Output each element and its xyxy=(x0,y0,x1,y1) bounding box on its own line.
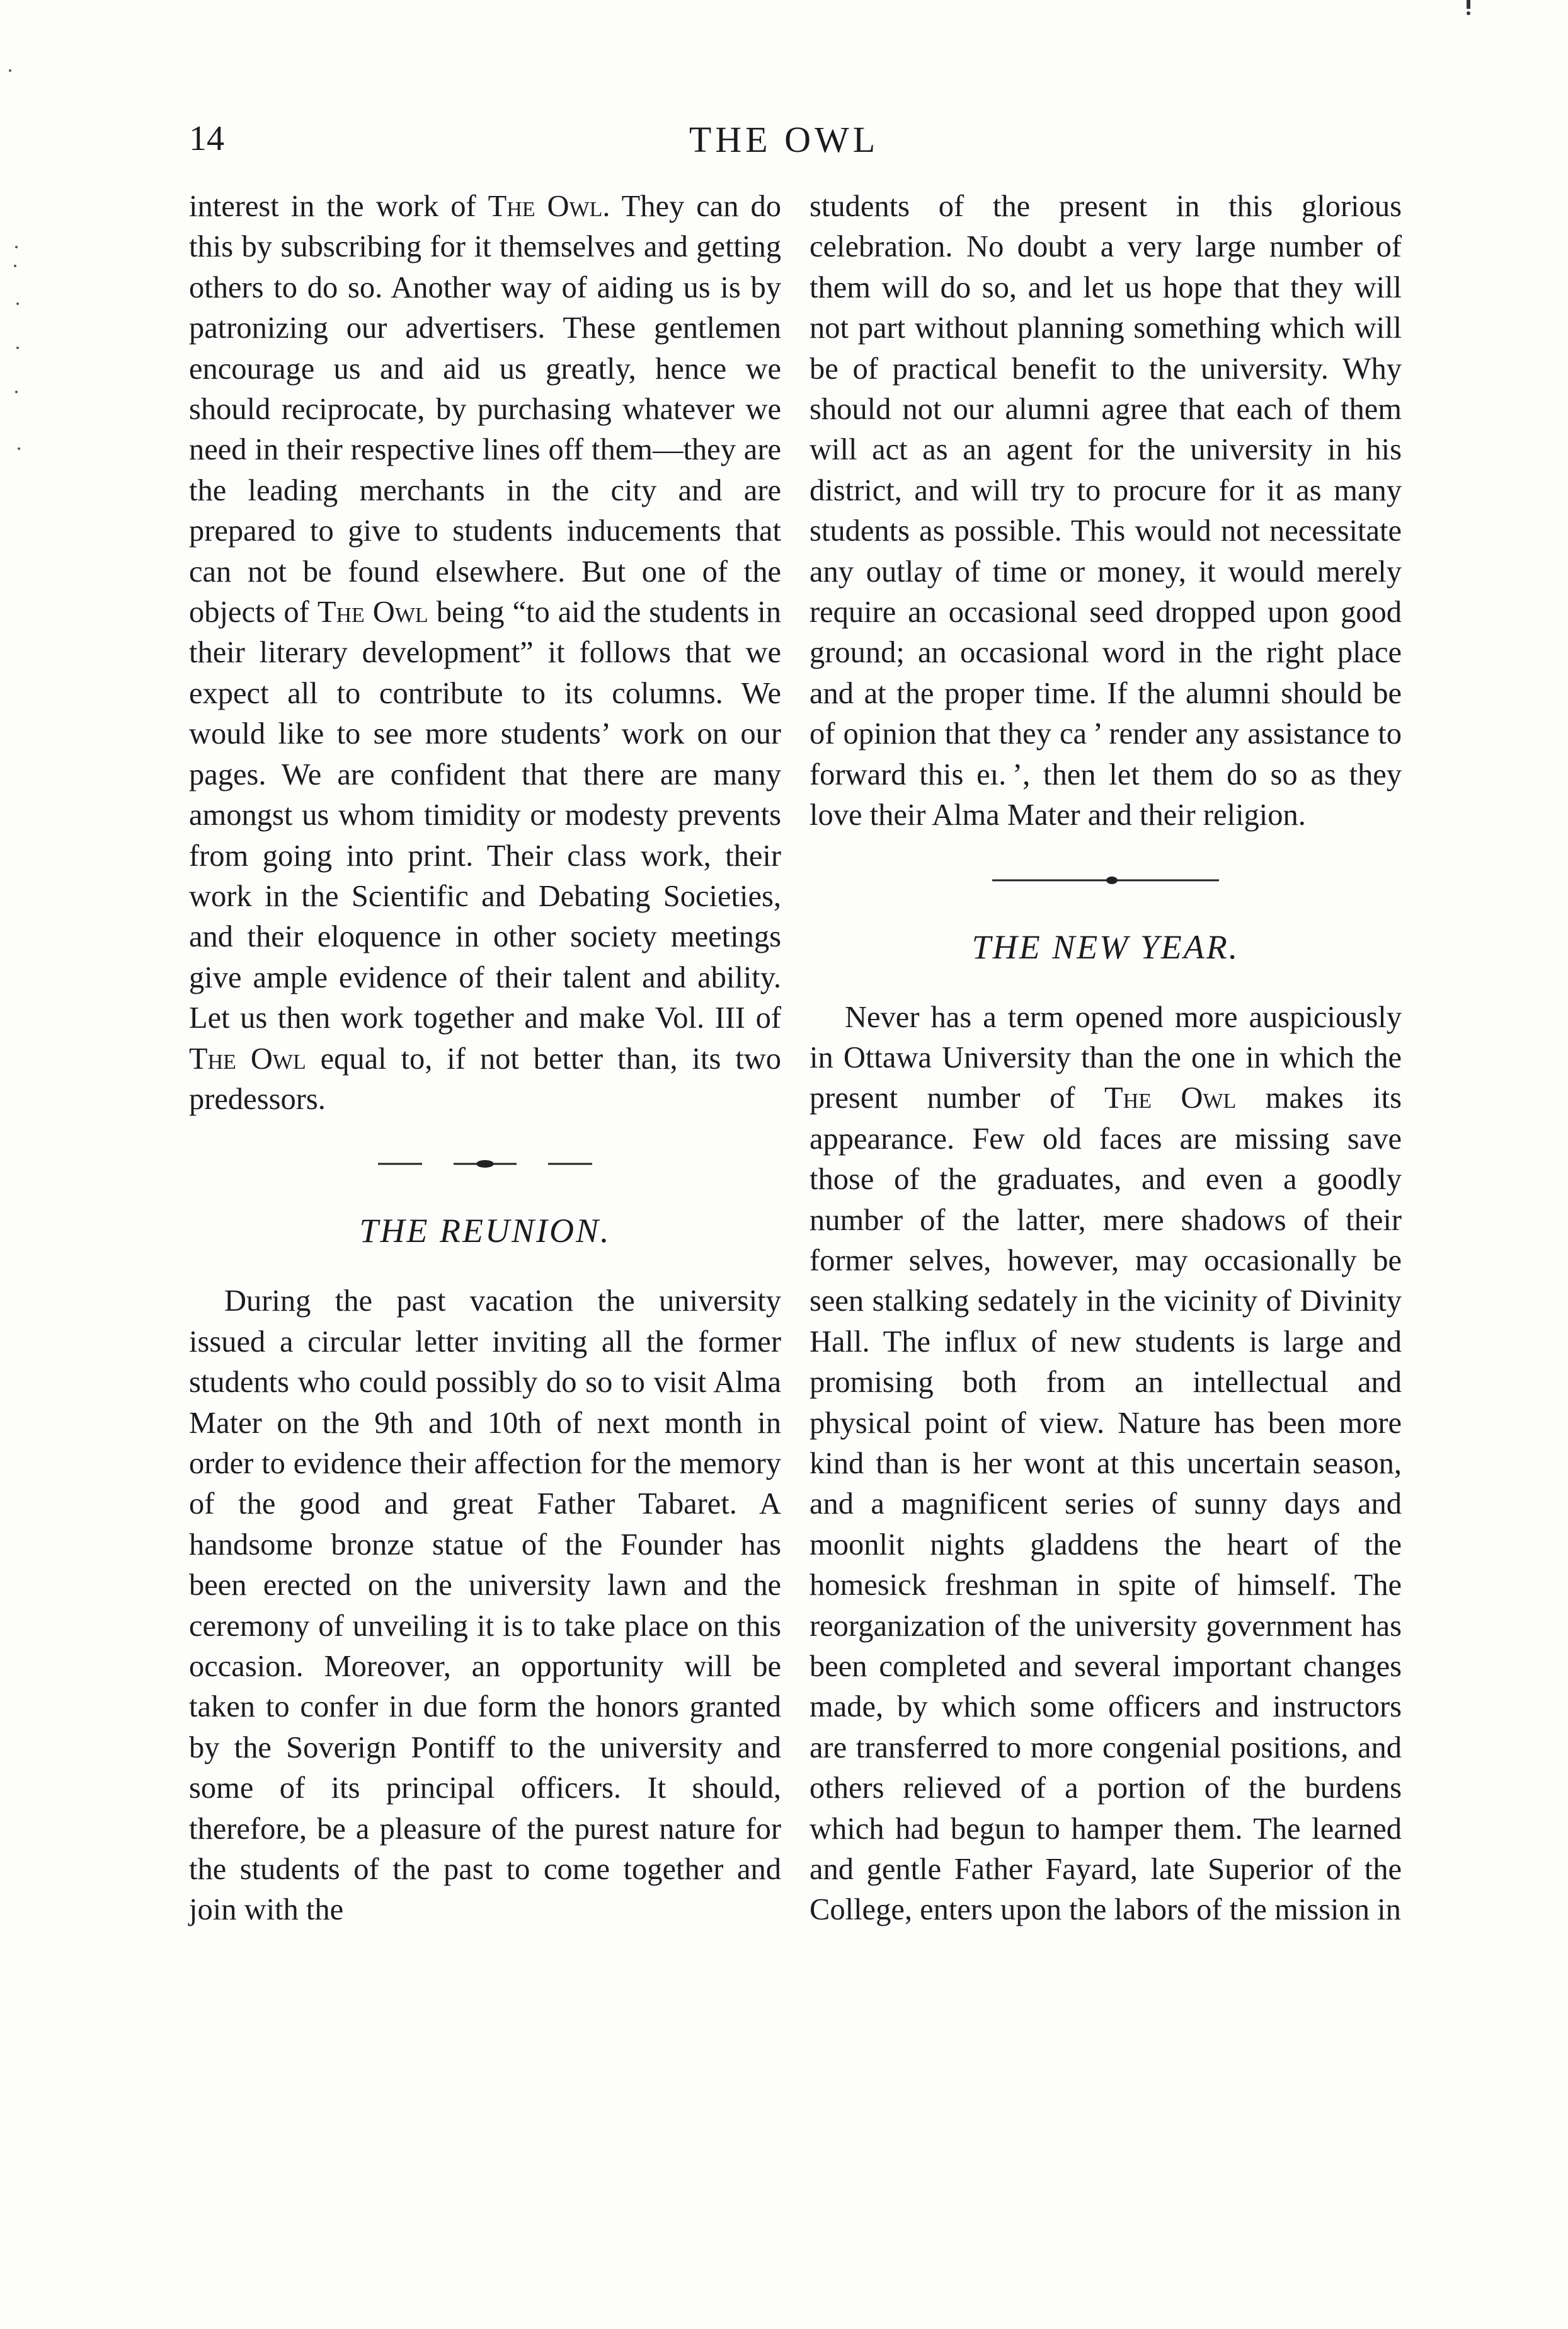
running-title: THE OWL xyxy=(689,119,879,160)
owl-name: The Owl xyxy=(189,1042,306,1076)
paragraph-reunion: During the past vacation the university issued a circular letter inviting all the former students who could possibly do so to visit Alma Mater on the 9th and 10th of next month in order to evidence their affection for the memory of the good and great Father Tabaret. A handsome bronze statue of the Founder has been erected on the university lawn and the ceremony of unveiling it is to take place on this occasion. Moreover, an opportunity will be taken to confer in due form the honors granted by the Soverign Pontiff to the university and some of its principal officers. It should, therefore, be a pleasure of the purest nature for the students of the past to come together and join with the xyxy=(189,1284,781,1927)
scan-speck xyxy=(1463,0,1474,16)
section-divider xyxy=(810,861,1402,902)
page-number: 14 xyxy=(189,119,224,158)
heading-new-year: THE NEW YEAR. xyxy=(971,928,1240,966)
paragraph-reunion-continued: students of the present in this glorious celebration. No doubt a very large number of them will do so, and let us hope that they will not part without planning something which will be of practical benefit to the university. Why should not our alumni agree that each of them will act as an agent for the university in his district, and will try to procure for it as many students as possible. This would not necessitate any outlay of time or money, it would merely require an occasional seed dropped upon good ground; an occasional word in the right place and at the proper time. If the alumni should be of opinion that they ca ’ render any assistance to forward this eı. ’, then let them do so as they love their Alma Mater and their religion. xyxy=(810,190,1402,832)
right-column xyxy=(810,187,1402,1931)
owl-name: The Owl xyxy=(317,595,428,630)
left-column xyxy=(189,187,781,1931)
section-divider xyxy=(189,1145,781,1185)
owl-name: The Owl xyxy=(488,190,603,223)
paragraph-new-year: Never has a term opened more auspiciously in Ottawa University than the one in which the present number of The Owl makes its appearance. Few old faces are missing save those of the graduates, and even a goodly number of the latter, mere shadows of their former selves, however, may occasionally be seen stalking sedately in the vicinity of Divinity Hall. The influx of new students is large and promising both from an intellectual and physical point of view. Nature has been more kind than is her wont at this uncertain season, and a magnificent series of sunny days and moonlit nights gladdens the heart of the homesick freshman in spite of himself. The reorganization of the university government has been completed and several important changes made, by which some officers and instructors are transferred to more congenial positions, and others relieved of a portion of the burdens which had begun to hamper them. The learned and gentle Father Fayard, late Superior of the College, enters upon the labors of the mission in xyxy=(810,1000,1402,1927)
owl-name: The Owl xyxy=(1104,1081,1237,1115)
heading-reunion: THE REUNION. xyxy=(359,1212,611,1250)
paragraph-owl-appeal: interest in the work of The Owl. They can do this by subscribing for it themselves and getting others to do so. Another way of aiding us is by patronizing our advertisers. These gentlemen encourage us and aid us greatly, hence we should reciprocate, by purchasing whatever we need in their respective lines off them—they are the leading merchants in the city and are prepared to give to students inducements that can not be found elsewhere. But one of the objects of The Owl being “to aid the students in their literary development” it follows that we expect all to contribute to its columns. We would like to see more students’ work on our pages. We are confident that there are many amongst us whom timidity or modesty prevents from going into print. Their class work, their work in the Scientific and Debating Societies, and their eloquence in other society meetings give ample evidence of their talent and ability. Let us then work together and make Vol. III of The Owl equal to, if not better than, its two predessors. xyxy=(189,190,781,1116)
